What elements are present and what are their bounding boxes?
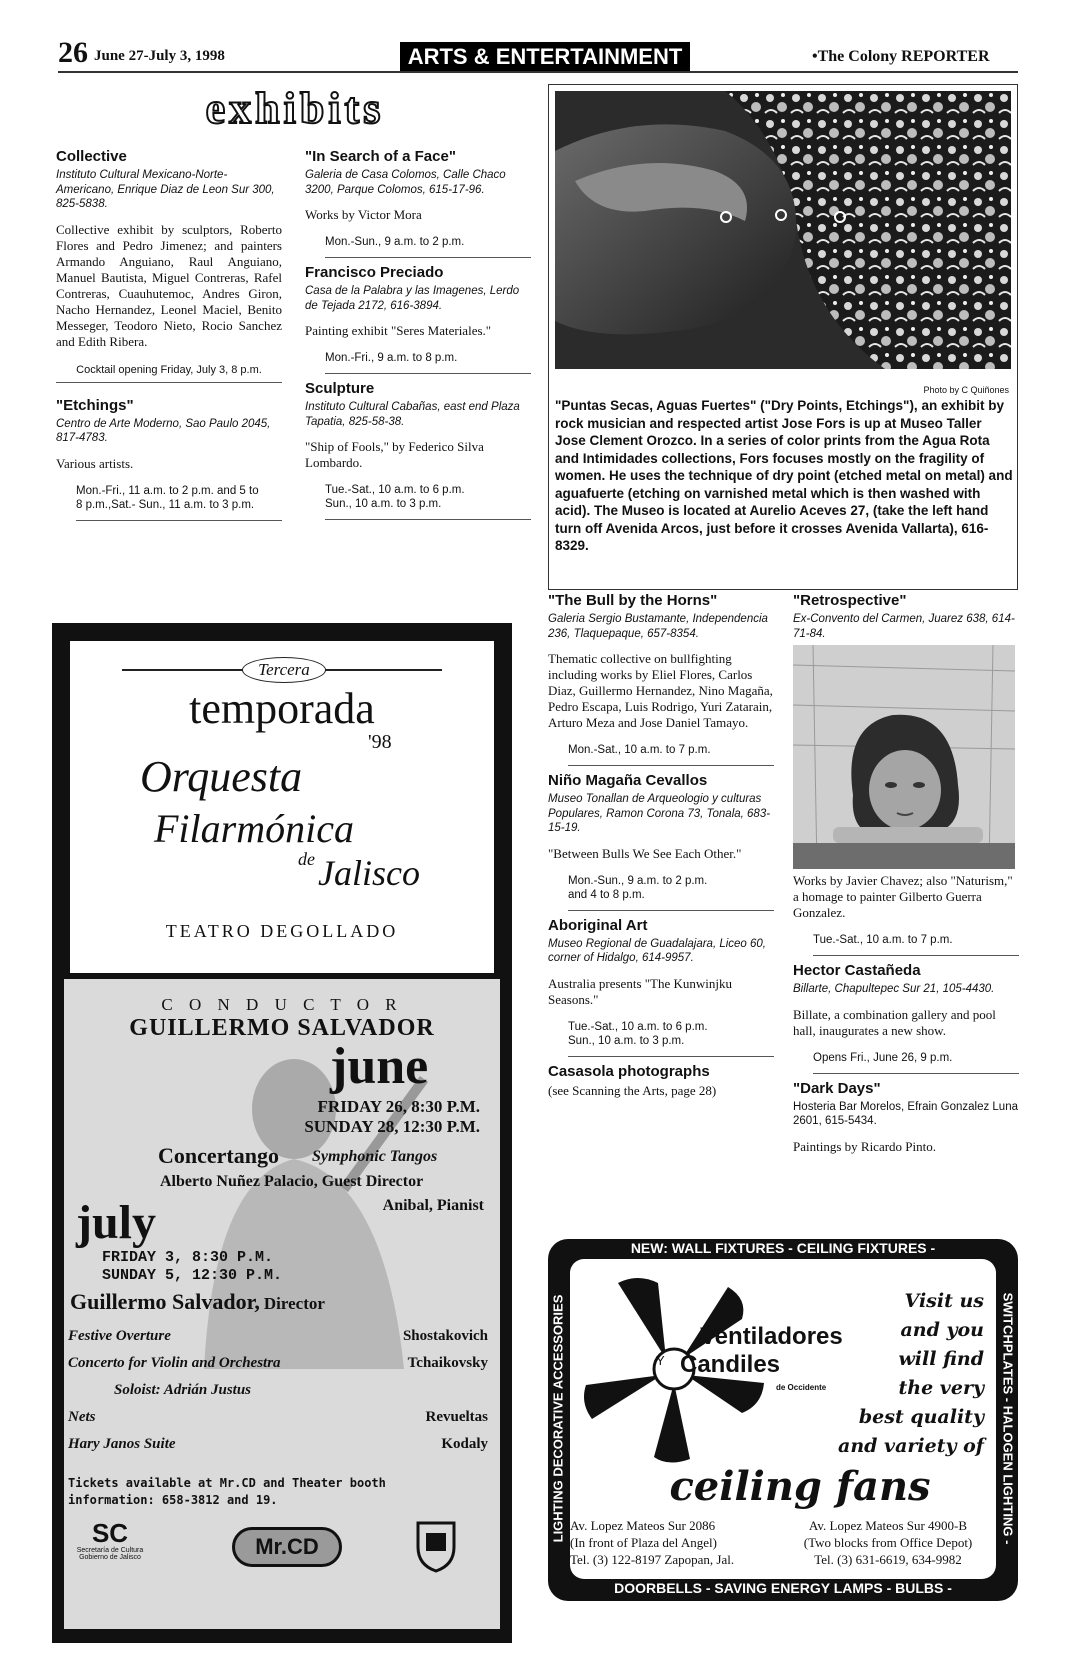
program-composer: Revueltas <box>425 1409 488 1425</box>
etching-photo <box>555 91 1011 369</box>
exhibit-description: Collective exhibit by sculptors, Roberto Flores and Pedro Jimenez; and painters Armando Anguiano, Raul Anguiano, Manuel Bautista, Miguel Contreras, Rafel Contreras, Cuauhutemoc, Andres Giron, Nacho Hernandez, Leonel Maciel, Benito Messeger, Teodoro Nieto, Rocio Sanchez and Edith Ribera. <box>56 221 282 349</box>
concertango-title: Concertango <box>158 1143 279 1168</box>
photo-credit: Photo by C Quiñones <box>923 385 1009 395</box>
filarmonica-text: Filarmónica <box>154 806 354 851</box>
exhibit-hours <box>325 483 531 520</box>
exhibit-venue: Casa de la Palabra y las Imagenes, Lerdo de Tejada 2172, 616-3894. <box>305 285 520 312</box>
slogan-line: and variety of <box>838 1435 984 1457</box>
exhibit-hours: Mon.-Sat., 10 a.m. to 7 p.m. <box>568 743 774 766</box>
exhibit-hours: Tue.-Sat., 10 a.m. to 7 p.m. <box>813 933 1019 956</box>
slogan-line: the very <box>898 1377 984 1399</box>
program-work: Soloist: Adrián Justus <box>114 1382 251 1398</box>
june-date-2: SUNDAY 28, 12:30 P.M. <box>304 1117 480 1136</box>
exhibit-description: "Ship of Fools," by Federico Silva Lombardo. <box>305 439 484 470</box>
hours-line: Mon.-Sun., 9 a.m. to 2 p.m. <box>568 874 708 887</box>
program-row <box>68 1431 488 1458</box>
june-date-1: FRIDAY 26, 8:30 P.M. <box>317 1097 480 1116</box>
exhibit-description: Painting exhibit "Seres Materiales." <box>305 323 492 338</box>
store-address-2 <box>780 1517 996 1568</box>
column-1 <box>56 142 282 521</box>
exhibit-description: Paintings by Ricardo Pinto. <box>793 1138 936 1154</box>
tercera-text: Tercera <box>242 657 326 683</box>
page-number: 26 <box>58 36 88 69</box>
address-line: Tel. (3) 122-8197 Zapopan, Jal. <box>570 1552 735 1567</box>
exhibit-description: Works by Victor Mora <box>305 207 422 222</box>
store-address-1 <box>570 1517 780 1568</box>
program-row <box>68 1377 488 1404</box>
program-work: Hary Janos Suite <box>68 1436 176 1452</box>
exhibit-hours: Mon.-Sun., 9 a.m. to 2 p.m. <box>325 235 531 258</box>
exhibits-banner: exhibits <box>205 84 385 133</box>
hours-line: Tue.-Sat., 10 a.m. to 6 p.m. <box>325 484 465 496</box>
hours-line: Sun., 10 a.m. to 3 p.m. <box>568 1034 685 1047</box>
exhibit-title: Hector Castañeda <box>793 962 921 979</box>
exhibit-description: Thematic collective on bullfighting including works by Eliel Flores, Carlos Diaz, Guillermo Hernandez, Nino Magaña, Pedro Escapa, Luis Rodrigo, Yuri Zatarain, Arturo Meza and Jose Daniel Tamayo. <box>548 651 773 730</box>
july-date-1: FRIDAY 3, 8:30 P.M. <box>102 1249 274 1266</box>
address-line: Tel. (3) 631-6619, 634-9982 <box>814 1552 962 1567</box>
ticket-info <box>68 1475 386 1509</box>
exhibit-description: Australia presents "The Kunwinjku Seasons." <box>548 975 733 1007</box>
brand-y: Y <box>656 1353 665 1368</box>
conductor-label: C O N D U C T O R <box>161 995 403 1014</box>
exhibit-note: Cocktail opening Friday, July 3, 8 p.m. <box>56 364 282 383</box>
guest-director: Alberto Nuñez Palacio, Guest Director <box>160 1173 424 1190</box>
exhibit-title: "Retrospective" <box>793 592 907 609</box>
program-work: Festive Overture <box>68 1328 171 1344</box>
government-seal <box>412 1517 460 1573</box>
exhibit-hours <box>76 484 282 521</box>
orchestra-ad <box>52 623 512 1643</box>
exhibit-venue: Galeria Sergio Bustamante, Independencia 236, Tlaquepaque, 657-8354. <box>548 613 768 640</box>
exhibit-venue: Centro de Arte Moderno, Sao Paulo 2045, 817-4783. <box>56 417 271 444</box>
brand-candiles: Candiles <box>680 1351 781 1378</box>
slogan-line: and you <box>900 1319 984 1341</box>
sc-logo-sub: Gobierno de Jalisco <box>79 1554 141 1561</box>
hours-line: Tue.-Sat., 10 a.m. to 6 p.m. <box>568 1020 708 1033</box>
column-4 <box>793 586 1019 1155</box>
de-text: de <box>298 849 315 869</box>
ad-right-border-text: SWITCHPLATES - HALOGEN LIGHTING - <box>1000 1292 1016 1545</box>
director-role: Director <box>263 1294 325 1313</box>
program-composer: Kodaly <box>441 1436 488 1452</box>
hours-line: Mon.-Fri., 11 a.m. to 2 p.m. and 5 to <box>76 484 259 497</box>
section-title: ARTS & ENTERTAINMENT <box>400 42 690 72</box>
exhibit-hours: Mon.-Fri., 9 a.m. to 8 p.m. <box>325 351 531 374</box>
hours-line: Sun., 10 a.m. to 3 p.m. <box>325 498 442 510</box>
sc-logo <box>70 1519 150 1561</box>
column-2 <box>305 142 531 520</box>
brand-occidente: de Occidente <box>776 1383 827 1392</box>
mrcd-logo: Mr.CD <box>232 1527 342 1567</box>
orquesta-text: Orquesta <box>140 752 303 801</box>
issue-date: June 27-July 3, 1998 <box>94 48 225 64</box>
ad-bottom-border-text: DOORBELLS - SAVING ENERGY LAMPS - BULBS - <box>614 1580 952 1596</box>
director-line <box>70 1289 325 1315</box>
exhibit-description: Works by Javier Chavez; also "Naturism," a homage to painter Gilberto Guerra Gonzalez. <box>793 873 1013 920</box>
exhibit-title: Collective <box>56 148 127 165</box>
program-row <box>68 1323 488 1350</box>
ad-slogan <box>774 1287 984 1461</box>
address-line: (Two blocks from Office Depot) <box>803 1535 973 1550</box>
program-row <box>68 1350 488 1377</box>
exhibit-title: "Etchings" <box>56 396 134 414</box>
photo-caption: "Puntas Secas, Aguas Fuertes" ("Dry Points, Etchings"), an exhibit by rock musician and respected artist Jose Fors is up at Museo Taller Jose Clement Orozco. In a series of color prints from the Agua Rota and Intimidades collections, Fors focuses mostly on the fragility of women. He uses the technique of dry point (etched metal on metal) and aguafuerte (etching on varnished metal which is then washed with acid). The Museo is located at Aurelio Aceves 27, (take the left hand turn off Avenida Arcos, just before it crosses Avenida Vallarta), 616-8329. <box>555 398 1013 553</box>
slogan-line: best quality <box>858 1406 984 1428</box>
exhibit-title: "The Bull by the Horns" <box>548 592 718 609</box>
orchestra-ad-top <box>70 641 494 973</box>
june-heading: june <box>330 1038 429 1095</box>
exhibit-description: (see Scanning the Arts, page 28) <box>548 1082 717 1098</box>
exhibit-venue: Instituto Cultural Cabañas, east end Plaza Tapatia, 825-58-38. <box>305 401 520 428</box>
program-work: Concerto for Violin and Orchestra <box>68 1355 281 1371</box>
symphonic-tangos: Symphonic Tangos <box>312 1148 438 1165</box>
newspaper-name: •The Colony REPORTER <box>812 48 990 65</box>
slogan-line: Visit us <box>904 1290 984 1312</box>
pianist: Anibal, Pianist <box>382 1197 484 1214</box>
program-list <box>68 1323 488 1458</box>
ceiling-fans-title: ceiling fans <box>669 1463 931 1510</box>
exhibit-title: Aboriginal Art <box>548 916 648 934</box>
photo-feature-box <box>548 84 1018 590</box>
exhibit-hours <box>568 874 774 911</box>
program-work: Nets <box>68 1409 96 1425</box>
exhibit-title: "In Search of a Face" <box>305 148 456 165</box>
ticket-line: Tickets available at Mr.CD and Theater booth <box>68 1476 386 1490</box>
program-composer: Shostakovich <box>402 1328 488 1344</box>
director-name: Guillermo Salvador, <box>70 1289 260 1314</box>
exhibit-title: Casasola photographs <box>548 1062 710 1080</box>
ceiling-fans-ad <box>548 1239 1018 1601</box>
address-line: (In front of Plaza del Angel) <box>570 1535 717 1550</box>
exhibit-venue: Instituto Cultural Mexicano-Norte-Americano, Enrique Diaz de Leon Sur 300, 825-5838. <box>56 169 275 210</box>
exhibit-venue: Museo Tonallan de Arqueologio y culturas Populares, Ramon Corona 73, Tonala, 683-15-19. <box>548 793 771 834</box>
program-composer: Tchaikovsky <box>407 1355 488 1371</box>
jalisco-text: Jalisco <box>318 853 420 893</box>
header-rule <box>58 71 1018 73</box>
ad-left-border-text: LIGHTING DECORATIVE ACCESSORIES <box>550 1294 566 1543</box>
conductor-name: GUILLERMO SALVADOR <box>129 1015 435 1041</box>
exhibit-venue: Ex-Convento del Carmen, Juarez 638, 614-71-84. <box>793 613 1015 640</box>
ticket-line: information: 658-3812 and 19. <box>68 1493 278 1507</box>
exhibit-venue: Billarte, Chapultepec Sur 21, 105-4430. <box>793 983 995 995</box>
july-heading: july <box>76 1196 157 1249</box>
exhibit-title: Francisco Preciado <box>305 264 444 281</box>
sc-logo-sub: Secretaría de Cultura <box>76 1547 144 1554</box>
column-3 <box>548 586 774 1099</box>
exhibit-venue: Museo Regional de Guadalajara, Liceo 60, corner of Hidalgo, 614-9957. <box>548 937 767 964</box>
temporada-text: temporada <box>189 684 375 733</box>
hours-line: 8 p.m.,Sat.- Sun., 11 a.m. to 3 p.m. <box>76 498 255 511</box>
exhibit-hours <box>568 1020 774 1057</box>
exhibit-title: "Dark Days" <box>793 1079 881 1097</box>
exhibit-description: Various artists. <box>56 455 134 471</box>
slogan-line: will find <box>898 1348 984 1370</box>
exhibit-title: Sculpture <box>305 380 375 397</box>
exhibit-venue: Hosteria Bar Morelos, Efrain Gonzalez Luna 2601, 615-5434. <box>793 1100 1018 1127</box>
exhibit-description: Billate, a combination gallery and pool hall, inaugurates a new show. <box>793 1006 996 1038</box>
brand-ventiladores: Ventiladores <box>700 1323 843 1350</box>
season-year: '98 <box>368 731 392 753</box>
ad-top-border-text: NEW: WALL FIXTURES - CEILING FIXTURES - <box>630 1240 936 1256</box>
venue-name: TEATRO DEGOLLADO <box>165 921 399 941</box>
address-line: Av. Lopez Mateos Sur 2086 <box>570 1518 716 1533</box>
exhibit-hours: Opens Fri., June 26, 9 p.m. <box>813 1051 1019 1074</box>
hours-line: and 4 to 8 p.m. <box>568 888 645 901</box>
orchestra-ad-bottom <box>64 979 500 1629</box>
exhibit-description: "Between Bulls We See Each Other." <box>548 845 742 861</box>
ad-inner-panel <box>570 1259 996 1579</box>
exhibit-title: Niño Magaña Cevallos <box>548 772 708 789</box>
address-line: Av. Lopez Mateos Sur 4900-B <box>808 1518 968 1533</box>
retrospective-painting <box>793 645 1015 869</box>
july-date-2: SUNDAY 5, 12:30 P.M. <box>102 1267 283 1284</box>
sc-logo-text: SC <box>91 1518 129 1548</box>
exhibit-venue: Galeria de Casa Colomos, Calle Chaco 3200, Parque Colomos, 615-17-96. <box>305 169 506 196</box>
program-row <box>68 1404 488 1431</box>
